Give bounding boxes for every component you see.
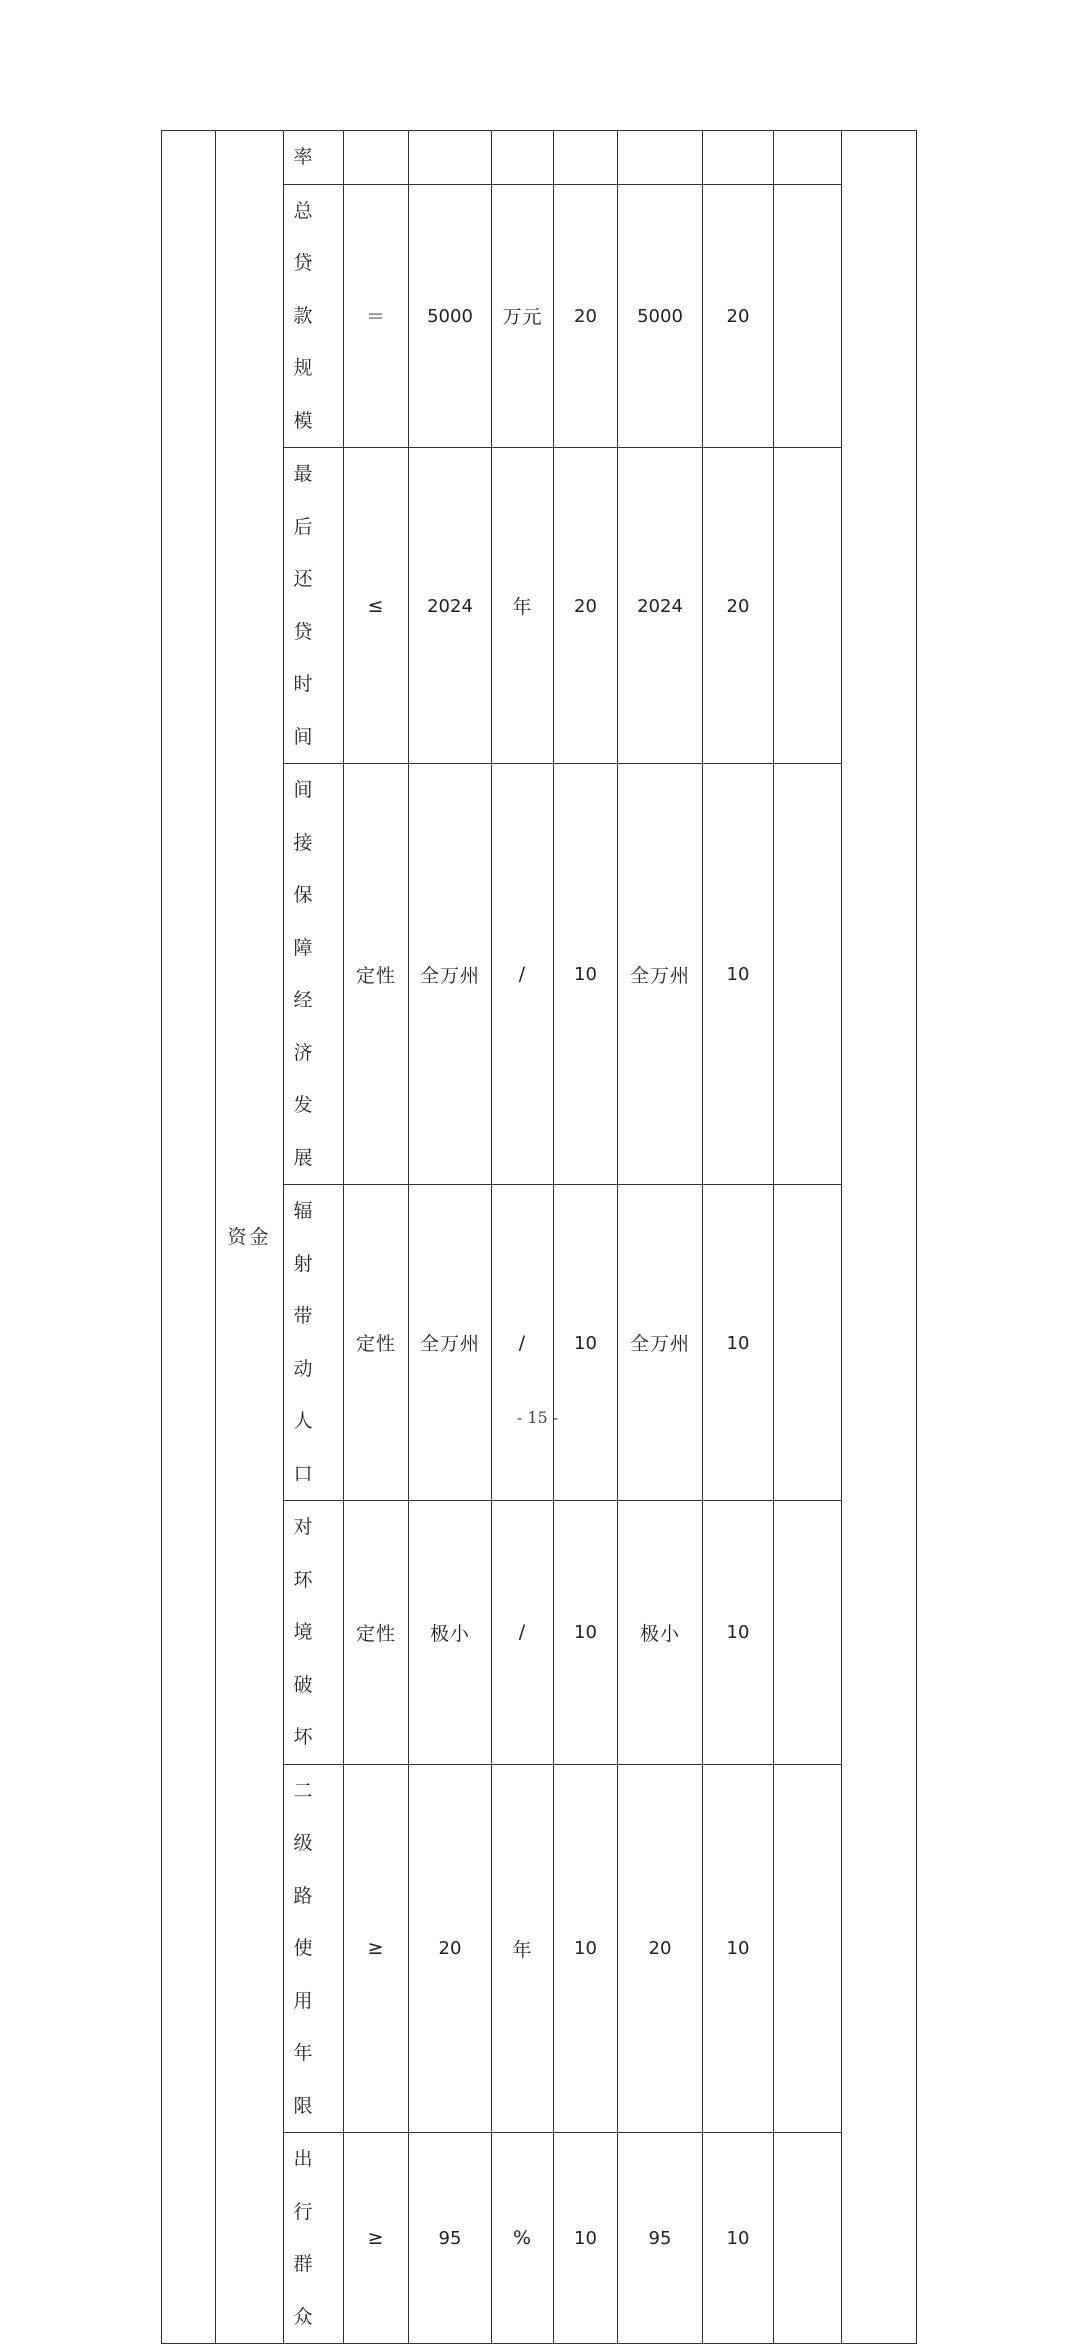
score-value: 10 (726, 1332, 750, 1354)
cell-operator (344, 2133, 409, 2344)
cell-metric (284, 1764, 344, 2133)
unit-value: 年 (512, 1938, 533, 1961)
category-label: 资金 (227, 1226, 272, 1248)
cell-metric (284, 764, 344, 1185)
cell-score (703, 1185, 774, 1501)
cell-weight (554, 448, 618, 764)
cell-deduction-reason (774, 1185, 842, 1501)
cell-metric (284, 131, 344, 185)
cell-target (409, 448, 492, 764)
operator-value: ≥ (367, 1937, 385, 1960)
cell-deduction-reason (774, 184, 842, 448)
operator-value: ＝ (365, 306, 386, 329)
score-value: 10 (726, 2228, 750, 2249)
cell-target (409, 2133, 492, 2344)
operator-value: ≤ (367, 594, 385, 617)
metric-label: 率 (293, 146, 316, 168)
metric-value: 出行群众 (293, 2148, 316, 2328)
metric-value: 最后还贷时间 (293, 463, 316, 748)
unit-value: / (518, 963, 527, 985)
metric-value: 二级路使用年限 (293, 1779, 316, 2117)
cell-actual (618, 1501, 703, 1765)
weight-value: 20 (574, 595, 597, 617)
metric-value: 对环境破坏 (293, 1516, 316, 1748)
cell-unit (492, 2133, 554, 2344)
unit-value: 万元 (502, 306, 543, 329)
cell-category (216, 131, 284, 2344)
target-value: 5000 (427, 305, 473, 327)
cell-operator (344, 1185, 409, 1501)
cell-metric (284, 1185, 344, 1501)
unit-value: 年 (512, 596, 533, 618)
cell-score (703, 2133, 774, 2344)
actual-value: 5000 (637, 305, 683, 327)
cell-unit (492, 1501, 554, 1765)
actual-value: 2024 (637, 595, 683, 617)
actual-value: 95 (648, 2228, 672, 2249)
cell-target (409, 1185, 492, 1501)
score-value: 10 (726, 1622, 750, 1644)
cell-target (409, 1764, 492, 2133)
cell-operator (344, 131, 409, 185)
cell-unit (492, 764, 554, 1185)
score-value: 10 (726, 964, 750, 985)
cell-unit (492, 448, 554, 764)
cell-actual (618, 448, 703, 764)
cell-actual (618, 764, 703, 1185)
table-row (162, 131, 917, 185)
metric-value: 间接保障经济发展 (293, 779, 316, 1169)
cell-deduction-reason (774, 1501, 842, 1765)
unit-value: % (512, 2227, 533, 2249)
cell-deduction-reason (774, 131, 842, 185)
actual-value: 20 (648, 1938, 672, 1960)
cell-score (703, 1764, 774, 2133)
score-value: 10 (726, 1938, 750, 1960)
target-value: 20 (438, 1938, 462, 1960)
score-value: 20 (726, 305, 750, 327)
metric-value: 总贷款规模 (293, 199, 316, 432)
operator-value: 定性 (355, 964, 396, 987)
target-value: 95 (438, 2228, 462, 2249)
actual-value: 全万州 (629, 1333, 690, 1355)
cell-deduction-reason (774, 1764, 842, 2133)
cell-metric (284, 448, 344, 764)
unit-value: / (518, 1331, 527, 1354)
cell-actual (618, 131, 703, 185)
cell-weight (554, 184, 618, 448)
cell-operator (344, 1501, 409, 1765)
cell-unit (492, 184, 554, 448)
weight-value: 10 (574, 2228, 597, 2249)
unit-value: / (518, 1621, 527, 1644)
cell-metric (284, 2133, 344, 2344)
weight-value: 10 (574, 1622, 597, 1644)
cell-metric (284, 1501, 344, 1765)
operator-value: 定性 (355, 1622, 396, 1645)
cell-deduction-reason (774, 448, 842, 764)
cell-score (703, 1501, 774, 1765)
cell-weight (554, 764, 618, 1185)
metric-value: 辐射带动人口 (293, 1200, 316, 1485)
cell-operator (344, 448, 409, 764)
cell-target (409, 764, 492, 1185)
cell-unit (492, 1185, 554, 1501)
weight-value: 10 (574, 1332, 597, 1354)
score-value: 20 (726, 595, 750, 617)
cell-col-a (162, 131, 216, 2344)
actual-value: 全万州 (629, 964, 690, 987)
cell-target (409, 1501, 492, 1765)
cell-actual (618, 184, 703, 448)
weight-value: 10 (574, 1938, 597, 1960)
cell-actual (618, 1185, 703, 1501)
cell-unit (492, 1764, 554, 2133)
weight-value: 20 (574, 305, 597, 327)
actual-value: 极小 (639, 1622, 680, 1645)
target-value: 全万州 (419, 964, 480, 987)
cell-remarks (842, 131, 917, 2344)
cell-deduction-reason (774, 2133, 842, 2344)
cell-unit (492, 131, 554, 185)
cell-weight (554, 1764, 618, 2133)
cell-score (703, 131, 774, 185)
cell-operator (344, 184, 409, 448)
cell-weight (554, 2133, 618, 2344)
cell-deduction-reason (774, 764, 842, 1185)
target-value: 极小 (429, 1622, 470, 1645)
page-number: - 15 - (516, 1408, 559, 1427)
cell-target (409, 184, 492, 448)
cell-score (703, 448, 774, 764)
cell-actual (618, 2133, 703, 2344)
cell-operator (344, 764, 409, 1185)
cell-score (703, 184, 774, 448)
cell-weight (554, 1185, 618, 1501)
cell-weight (554, 131, 618, 185)
cell-target (409, 131, 492, 185)
cell-metric (284, 184, 344, 448)
cell-weight (554, 1501, 618, 1765)
performance-table (161, 130, 917, 2344)
weight-value: 10 (574, 964, 597, 985)
target-value: 2024 (427, 595, 473, 617)
cell-score (703, 764, 774, 1185)
target-value: 全万州 (419, 1333, 480, 1355)
cell-actual (618, 1764, 703, 2133)
operator-value: 定性 (355, 1333, 396, 1355)
cell-operator (344, 1764, 409, 2133)
operator-value: ≥ (367, 2227, 385, 2249)
